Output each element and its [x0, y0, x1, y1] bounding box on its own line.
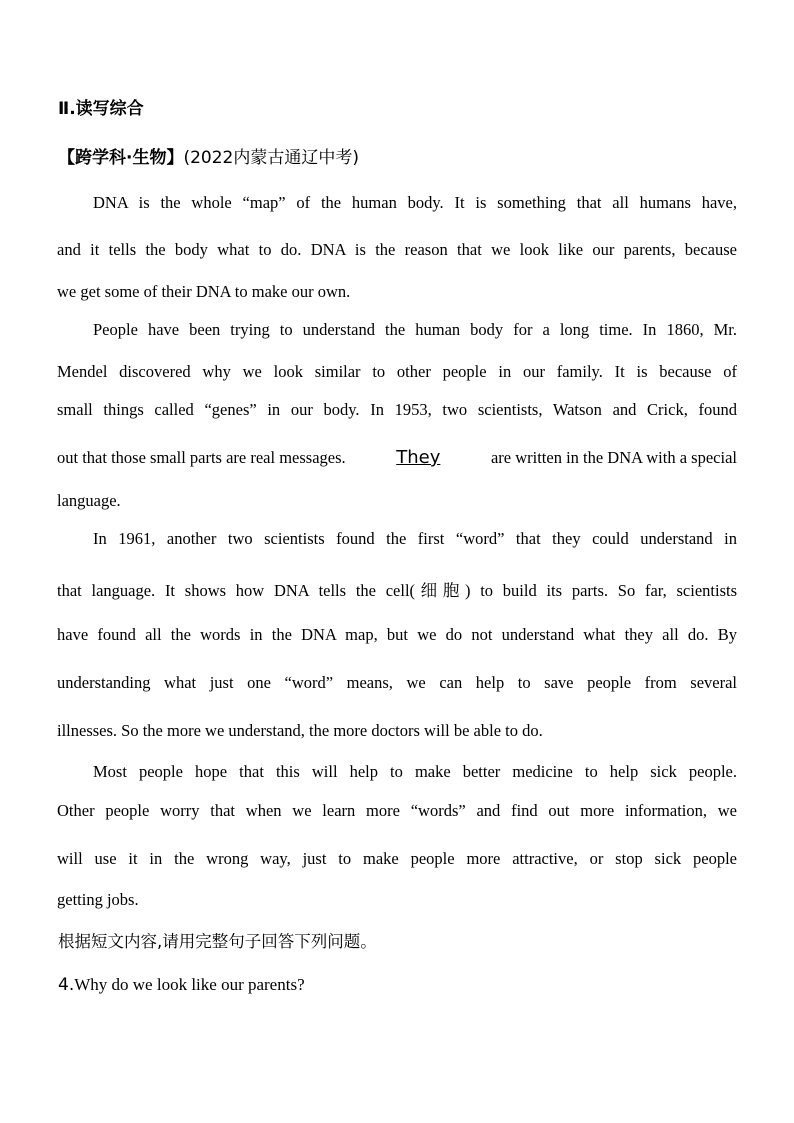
text-line: understanding what just one “word” means, we can help to save people from several	[57, 673, 737, 692]
text-line: that language. It shows how DNA tells the cell(细胞) to build its parts. So far, scientists	[57, 581, 737, 600]
text-line	[57, 447, 737, 468]
source-line	[58, 143, 359, 168]
text-segment: are written in the DNA with a special	[490, 448, 737, 467]
text-line: illnesses. So the more we understand, the more doctors will be able to do.	[57, 721, 543, 740]
text-line: Most people hope that this will help to make better medicine to help sick people.	[93, 762, 737, 781]
text-line: small things called “genes” in our body. In 1953, two scientists, Watson and Crick, found	[57, 400, 737, 419]
question-text: Why do we look like our parents?	[74, 975, 305, 994]
text-line: Mendel discovered why we look similar to other people in our family. It is because of	[57, 362, 737, 381]
section-title: Ⅱ.读写综合	[58, 99, 144, 119]
instruction: 根据短文内容,请用完整句子回答下列问题。	[58, 932, 377, 951]
text-line: language.	[57, 491, 121, 510]
text-line: we get some of their DNA to make our own.	[57, 282, 351, 301]
exam-origin: (2022内蒙古通辽中考)	[183, 148, 359, 168]
text-line: In 1961, another two scientists found the first “word” that they could understand in	[93, 529, 737, 548]
text-line: People have been trying to understand the human body for a long time. In 1860, Mr.	[93, 320, 737, 339]
text-line: have found all the words in the DNA map, but we do not understand what they all do. By	[57, 625, 737, 644]
text-line: will use it in the wrong way, just to make people more attractive, or stop sick people	[57, 849, 737, 868]
question	[58, 975, 305, 995]
subject-tag: 【跨学科·生物】	[58, 148, 184, 168]
underlined-word: They	[396, 447, 441, 468]
text-line: Other people worry that when we learn more “words” and find out more information, we	[57, 801, 737, 820]
question-number: 4.	[58, 975, 75, 995]
text-segment: out that those small parts are real messages.	[57, 448, 346, 467]
text-line: and it tells the body what to do. DNA is the reason that we look like our parents, because	[57, 240, 737, 259]
text-line: DNA is the whole “map” of the human body. It is something that all humans have,	[93, 193, 737, 212]
text-line: getting jobs.	[57, 890, 139, 909]
